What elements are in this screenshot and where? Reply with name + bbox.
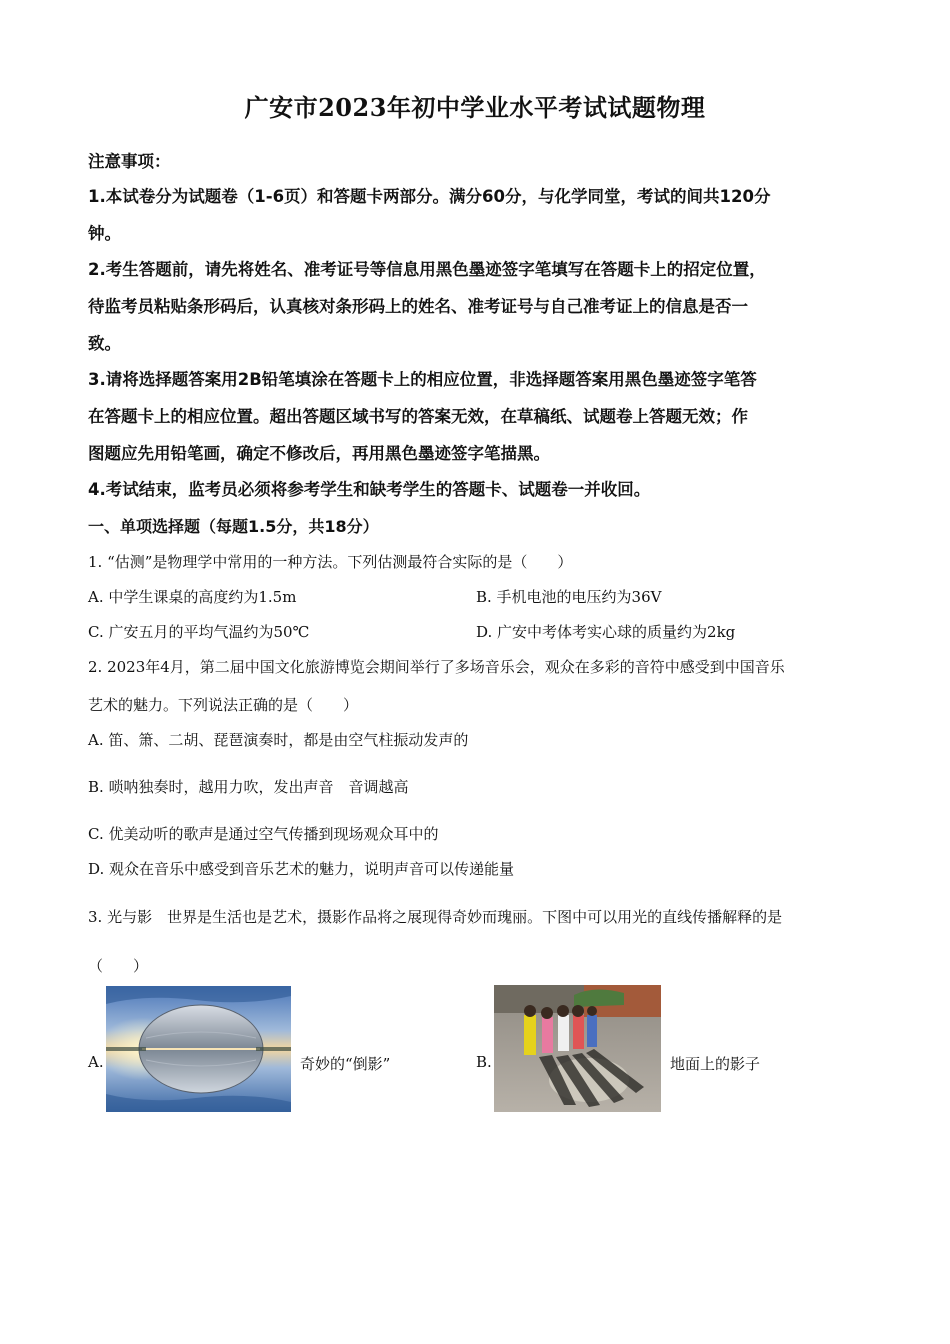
question-3-stem: 3. 光与影 世界是生活也是艺术，摄影作品将之展现得奇妙而瑰丽。下图中可以用光的直线传播解释的是 [88,908,783,926]
question-3-option-a-label: A. [88,1053,104,1071]
notice-line: 2.考生答题前，请先将姓名、准考证号等信息用黑色墨迹签字笔填写在答题卡上的招定位置， [88,260,766,279]
question-2-option-a: A. 笛、箫、二胡、琵琶演奏时，都是由空气柱振动发声的 [88,731,469,749]
question-1-stem: 1. “估测”是物理学中常用的一种方法。下列估测最符合实际的是（ ） [88,553,573,571]
question-3-option-b-label: B. [476,1053,492,1071]
question-1-option-c: C. 广安五月的平均气温约为50℃ [88,623,310,641]
notice-heading: 注意事项： [88,152,171,171]
notice-line: 3.请将选择题答案用2B铅笔填涂在答题卡上的相应位置，非选择题答案用黑色墨迹签字笔答 [88,370,757,389]
question-1-option-a: A. 中学生课桌的高度约为1.5m [88,588,297,606]
question-2-option-b: B. 唢呐独奏时，越用力吹，发出声音 音调越高 [88,778,409,796]
question-2-stem: 2. 2023年4月，第二届中国文化旅游博览会期间举行了多场音乐会，观众在多彩的音符中感受到中国音乐 [88,658,785,676]
notice-line: 钟。 [88,224,121,243]
notice-line: 致。 [88,334,121,353]
section-heading: 一、单项选择题（每题1.5分，共18分） [88,517,379,536]
notice-line: 1.本试卷分为试题卷（1-6页）和答题卡两部分。满分60分，与化学同堂，考试的间共120分 [88,187,771,206]
question-1-option-d: D. 广安中考体考实心球的质量约为2kg [476,623,736,641]
notice-line: 待监考员粘贴条形码后，认真核对条形码上的姓名、准考证号与自己准考证上的信息是否一 [88,297,748,316]
notice-line: 图题应先用铅笔画，确定不修改后，再用黑色墨迹签字笔描黑。 [88,444,550,463]
question-3-option-b-caption: 地面上的影子 [670,1055,761,1073]
notice-line: 4.考试结束，监考员必须将参考学生和缺考学生的答题卡、试题卷一并收回。 [88,480,651,499]
question-2-option-c: C. 优美动听的歌声是通过空气传播到现场观众耳中的 [88,825,439,843]
question-3-stem-cont: （ ） [88,957,149,975]
question-3-option-a-caption: 奇妙的“倒影” [300,1055,391,1073]
question-1-option-b: B. 手机电池的电压约为36V [476,588,662,606]
opera-house-reflection-drawing [106,986,291,1112]
children-shadows-drawing [494,985,661,1112]
question-2-stem-cont: 艺术的魅力。下列说法正确的是（ ） [88,696,359,714]
notice-line: 在答题卡上的相应位置。超出答题区域书写的答案无效，在草稿纸、试题卷上答题无效；作 [88,407,748,426]
page-title: 广安市2023年初中学业水平考试试题物理 [244,93,706,122]
opera-house-reflection-image [106,986,291,1112]
children-shadows-image [494,985,661,1112]
question-2-option-d: D. 观众在音乐中感受到音乐艺术的魅力，说明声音可以传递能量 [88,860,515,878]
